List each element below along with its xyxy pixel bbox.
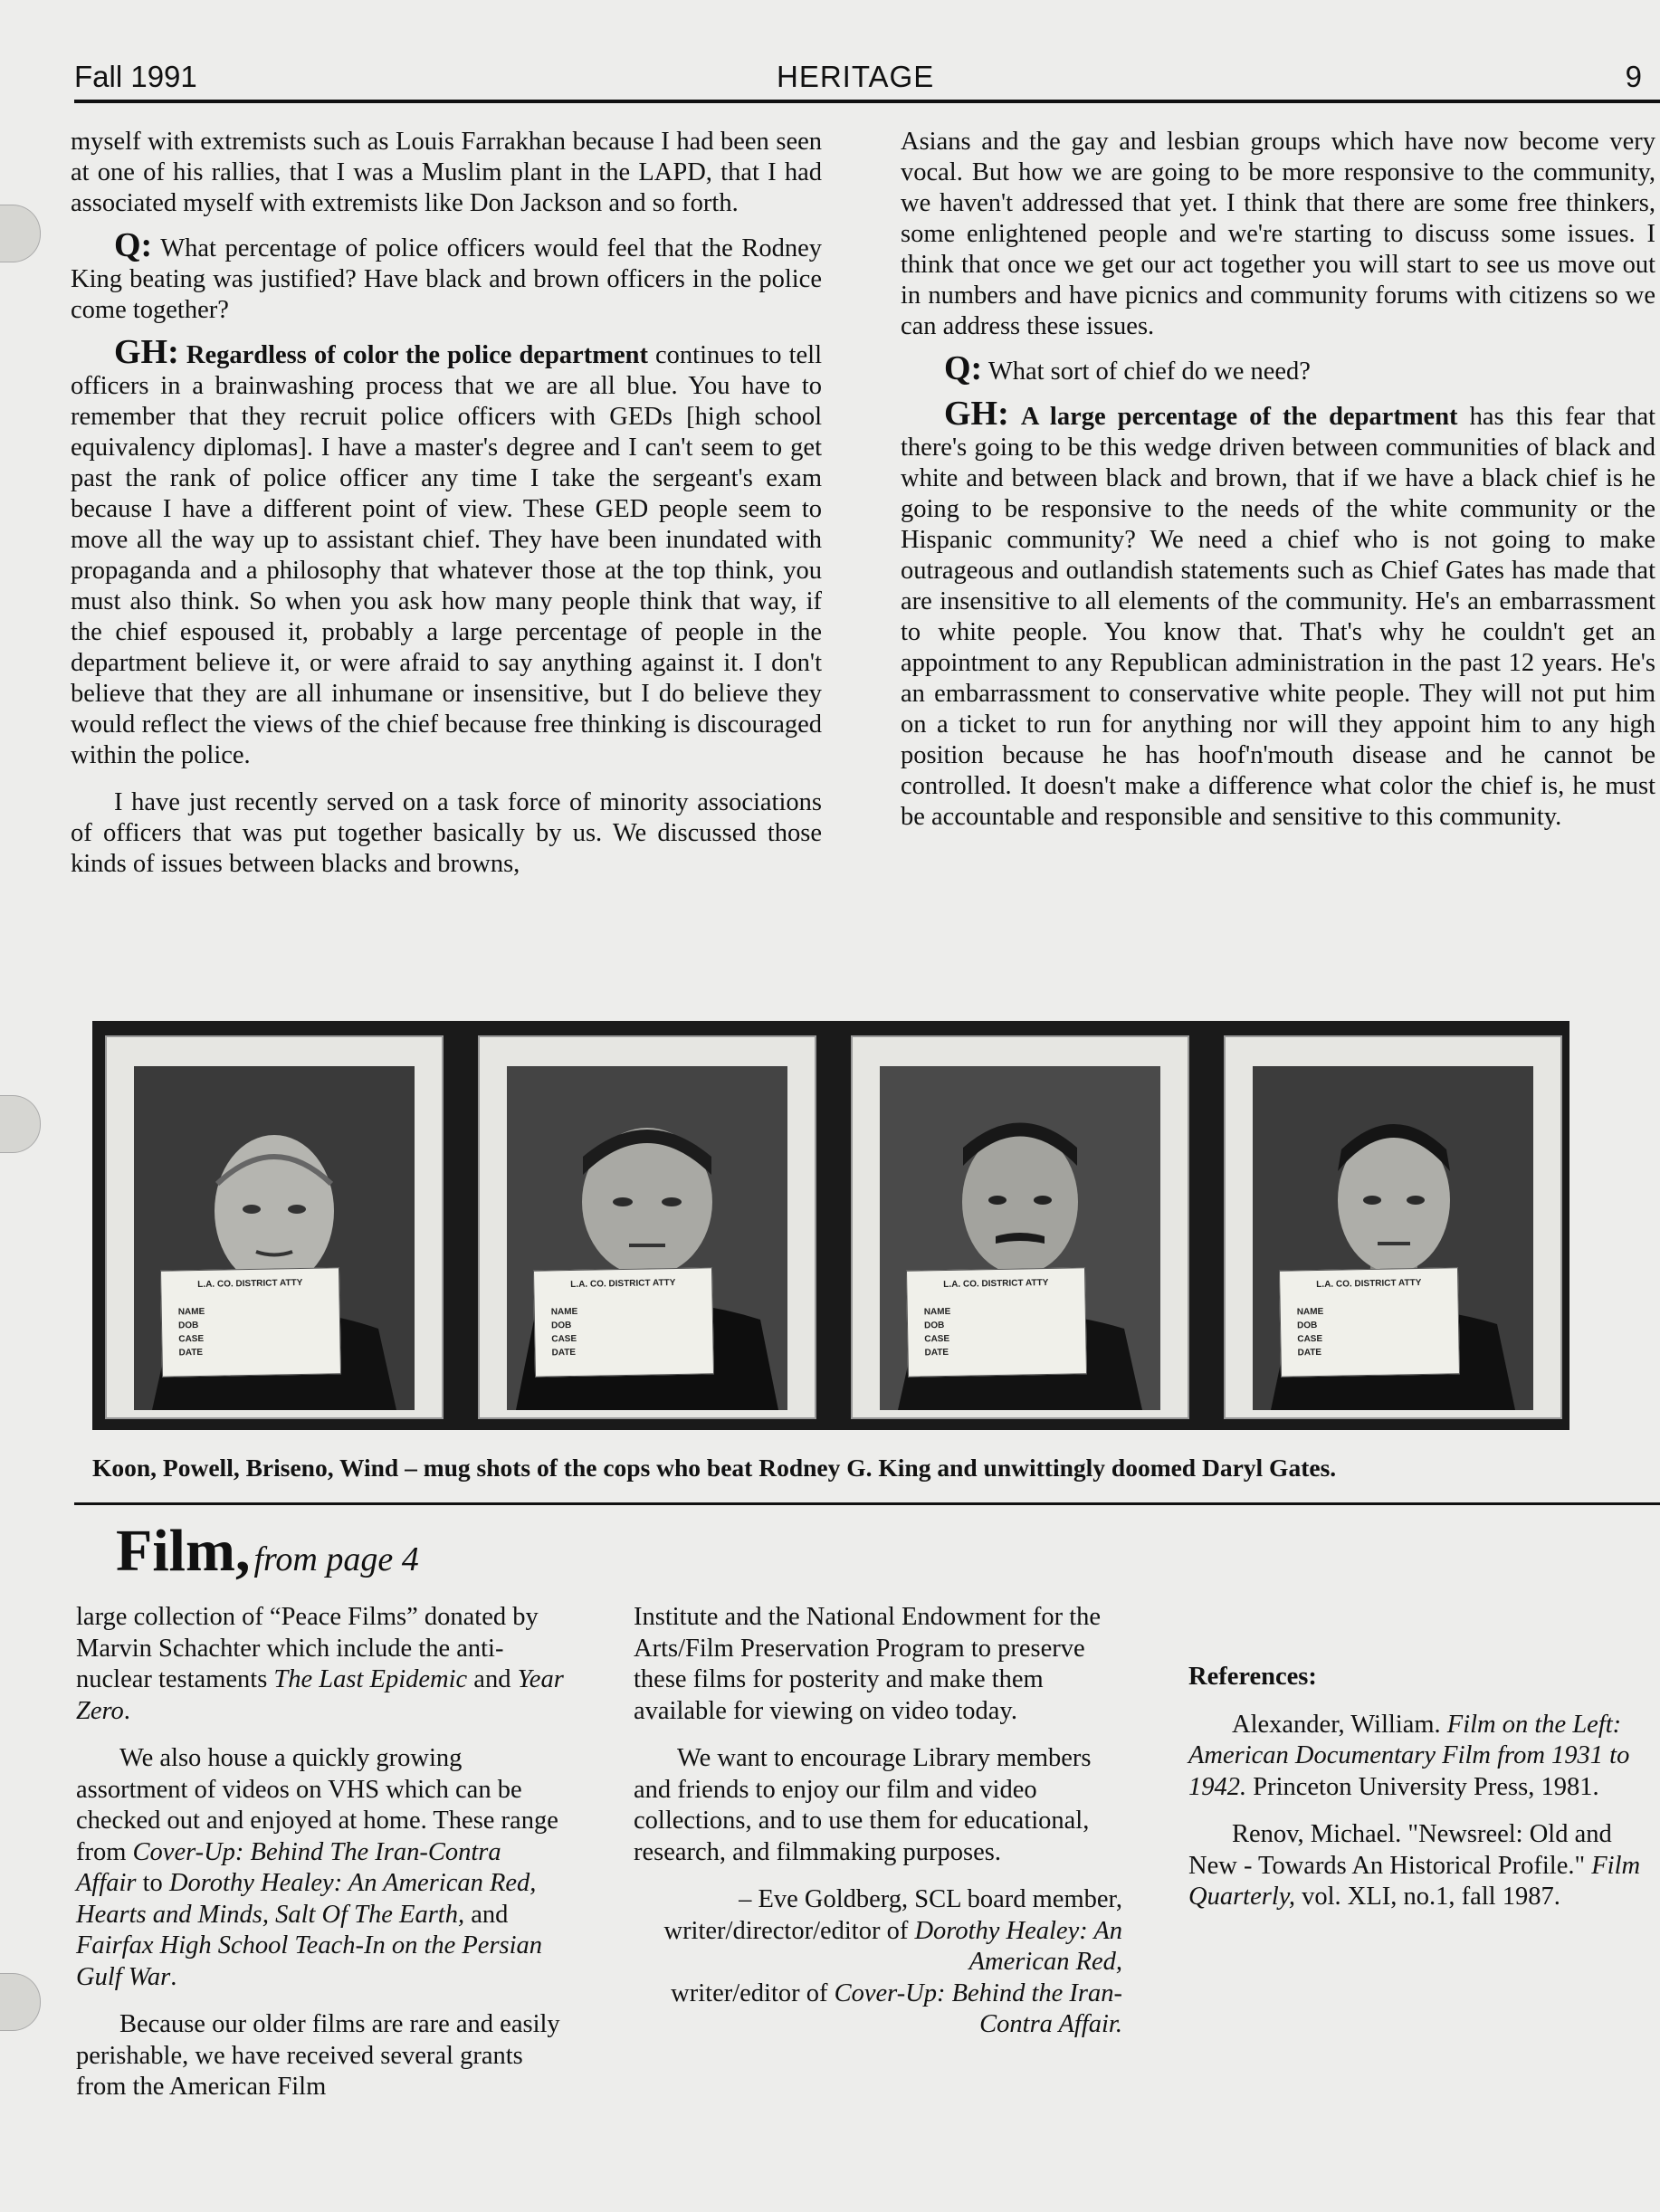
reference-item: Renov, Michael. "Newsreel: Old and New - Towards An Historical Profile." Film Quarterly, vol. XLI, no.1, fall 1987.	[1188, 1820, 1641, 1911]
question	[901, 349, 1655, 387]
paragraph: Because our older films are rare and easily perishable, we have received several grants from the American Film	[76, 2010, 560, 2101]
header-rule	[74, 100, 1660, 103]
mugshot-wind	[1224, 1035, 1562, 1419]
placard: L.A. CO. DISTRICT ATTY NAME DOB CASE DATE	[160, 1267, 341, 1377]
answer-lead: A large percentage of the department	[1020, 403, 1458, 431]
placard: L.A. CO. DISTRICT ATTY NAME DOB CASE DATE	[906, 1267, 1087, 1377]
q-label: Q:	[944, 349, 983, 387]
references	[1188, 1662, 1660, 1930]
publication-title: HERITAGE	[777, 60, 935, 93]
mugshot-koon	[105, 1035, 444, 1419]
placard: L.A. CO. DISTRICT ATTY NAME DOB CASE DATE	[533, 1267, 714, 1377]
paragraph: Institute and the National Endowment for the Arts/Film Preservation Program to preserve these films for posterity and make them available for viewing on video today.	[634, 1603, 1102, 1725]
answer	[901, 395, 1656, 833]
question-text: What percentage of police officers would feel that the Rodney King beating was justified? Have black and brown officers in the police come together?	[71, 234, 822, 324]
issue-date: Fall 1991	[74, 60, 197, 93]
paragraph: large collection of “Peace Films” donated by Marvin Schachter which include the anti-nuclear testaments The Last Epidemic and Year Zero.	[76, 1603, 564, 1725]
placard: L.A. CO. DISTRICT ATTY NAME DOB CASE DATE	[1279, 1267, 1460, 1377]
paragraph: myself with extremists such as Louis Farrakhan because I had been seen at one of his rallies, that I was a Muslim plant in the LAPD, that I had associated myself with extremists like Don Jackson and so forth.	[71, 128, 822, 217]
film-title: Film,	[116, 1518, 251, 1584]
author-signature: – Eve Goldberg, SCL board member, writer/director/editor of Dorothy Healey: An American Red, writer/editor of Cover-Up: Behind the Iran-Contra Affair.	[663, 1885, 1122, 2038]
mugshot-strip	[92, 1021, 1569, 1430]
answer-lead: Regardless of color the police department	[186, 341, 648, 369]
film-heading	[116, 1517, 419, 1586]
answer	[71, 333, 823, 771]
punch-hole	[0, 1095, 41, 1153]
paragraph: We want to encourage Library members and friends to enjoy our film and video collections, and to use them for educational, research, and filmmaking purposes.	[634, 1744, 1092, 1866]
answer-text: continues to tell officers in a brainwashing process that we are all blue. You have to remember that they recruit police officers with GEDs [high school equivalency diplomas]. I have a master's degree and I can't seem to get past the rank of police officer any time I take the sergeant's exam because I have a different point of view. These GED people seem to move all the way up to assistant chief. They have been inundated with propaganda and a philosophy that whatever those at the top think, you must also think. So when you ask how many people think that way, if the chief espoused it, probably a large percentage of people in the department believe it, or were afraid to say anything against it. I don't believe that they are all inhumane or insensitive, but I do believe they would reflect the views of the chief because free thinking is discouraged within the police.	[71, 341, 823, 769]
film-column-2	[634, 1602, 1122, 2041]
section-rule	[74, 1502, 1660, 1505]
reference-item: Alexander, William. Film on the Left: American Documentary Film from 1931 to 1942. Princeton University Press, 1981.	[1188, 1710, 1630, 1801]
paragraph: I have just recently served on a task force of minority associations of officers that was put together basically by us. We discussed those kinds of issues between blacks and browns,	[71, 788, 822, 878]
page-header	[74, 60, 1660, 100]
punch-hole	[0, 1973, 41, 2031]
answer-text: has this fear that there's going to be this wedge driven between communities of black and white and between black and brown, that if we have a black chief is he going to be responsive to the needs of the white community or the Hispanic community? We need a chief who is not going to make outrageous and outlandish statements such as Chief Gates has made that are insensitive to all elements of the community. He's an embarrassment to white people. You know that. That's why he couldn't get an appointment to any Republican administration in the past 12 years. He's an embarrassment to conservative white people. They will not put him on a ticket to run for anything nor will they appoint him to any high position because he has hoof'n'mouth disease and he cannot be controlled. It doesn't make a difference what color the chief is, he must be accountable and responsible and sensitive to this community.	[901, 403, 1656, 831]
gh-label: GH:	[944, 395, 1009, 433]
question-text: What sort of chief do we need?	[987, 358, 1311, 386]
question	[71, 226, 822, 326]
page-number: 9	[1625, 60, 1642, 93]
paragraph: We also house a quickly growing assortment of videos on VHS which can be checked out and enjoyed at home. These range from Cover-Up: Behind The Iran-Contra Affair to Dorothy Healey: An American Red, Hearts and Minds, Salt Of The Earth, and Fairfax High School Teach-In on the Persian Gulf War.	[76, 1744, 558, 1991]
mugshot-powell	[478, 1035, 816, 1419]
punch-hole	[0, 205, 41, 262]
paragraph: Asians and the gay and lesbian groups which have now become very vocal. But how we are going to be more responsive to the community, we haven't addressed that yet. I think that there are some free thinkers, some enlightened people and we're starting to discuss some issues. I think that once we get our act together you will start to see us move out in numbers and have picnics and community forums with citizens so we can address these issues.	[901, 128, 1655, 340]
interview-column-left	[71, 127, 822, 891]
film-column-1	[76, 1602, 565, 2120]
mugshot-briseno	[851, 1035, 1189, 1419]
film-continued: from page 4	[253, 1540, 419, 1578]
q-label: Q:	[114, 226, 153, 264]
references-heading: References:	[1188, 1663, 1317, 1691]
gh-label: GH:	[114, 333, 179, 371]
photo-caption: Koon, Powell, Briseno, Wind – mug shots of the cops who beat Rodney G. King and unwittingly doomed Daryl Gates.	[92, 1454, 1337, 1482]
interview-column-right	[901, 127, 1655, 844]
